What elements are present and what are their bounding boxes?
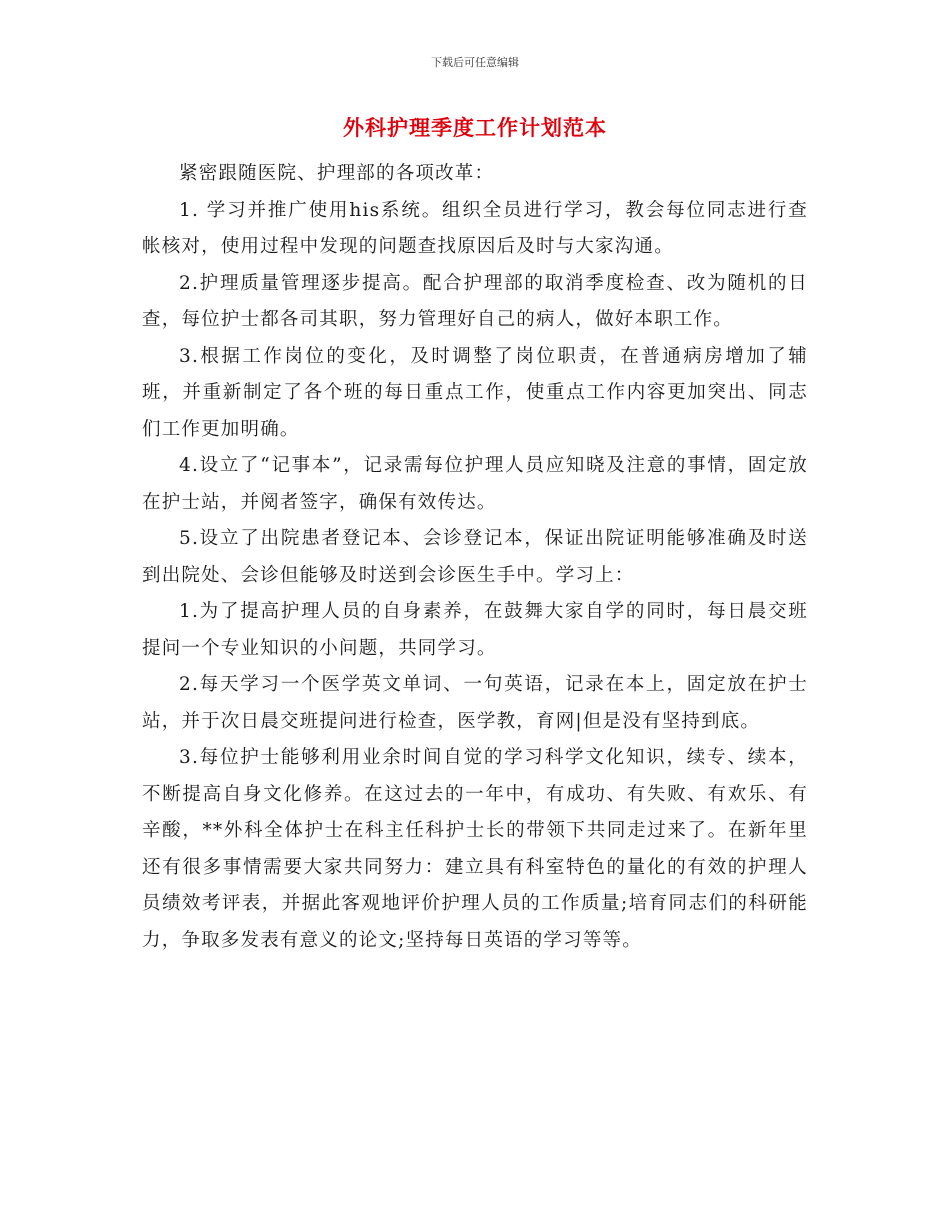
paragraph-study-3: 3.每位护士能够利用业余时间自觉的学习科学文化知识，续专、续本，不断提高自身文化修养。在这过去的一年中，有成功、有失败、有欢乐、有辛酸，**外科全体护士在科主任科护士长的带领下共同走过来了。在新年里还有很多事情需要大家共同努力：建立具有科室特色的量化的有效的护理人员绩效考评表，并据此客观地评价护理人员的工作质量;培育同志们的科研能力，争取多发表有意义的论文;坚持每日英语的学习等等。 bbox=[142, 747, 808, 951]
header-note: 下载后可任意编辑 bbox=[431, 56, 519, 69]
paragraph-item-5: 5.设立了出院患者登记本、会诊登记本，保证出院证明能够准确及时送到出院处、会诊但能够及时送到会诊医生手中。学习上： bbox=[142, 528, 808, 586]
paragraph-item-1: 1. 学习并推广使用his系统。组织全员进行学习，教会每位同志进行查帐核对，使用过程中发现的问题查找原因后及时与大家沟通。 bbox=[142, 199, 808, 257]
document-title: 外科护理季度工作计划范本 bbox=[343, 116, 607, 140]
paragraph-intro: 紧密跟随医院、护理部的各项改革： bbox=[179, 163, 495, 184]
document-body bbox=[142, 156, 808, 959]
paragraph-study-2: 2.每天学习一个医学英文单词、一句英语，记录在本上，固定放在护士站，并于次日晨交班提问进行检查，医学教，育网|但是没有坚持到底。 bbox=[142, 674, 808, 732]
paragraph-item-2: 2.护理质量管理逐步提高。配合护理部的取消季度检查、改为随机的日查，每位护士都各司其职，努力管理好自己的病人，做好本职工作。 bbox=[142, 272, 808, 330]
paragraph-item-3: 3.根据工作岗位的变化，及时调整了岗位职责，在普通病房增加了辅班，并重新制定了各个班的每日重点工作，使重点工作内容更加突出、同志们工作更加明确。 bbox=[142, 345, 808, 440]
paragraph-study-1: 1.为了提高护理人员的自身素养，在鼓舞大家自学的同时，每日晨交班提问一个专业知识的小问题，共同学习。 bbox=[142, 601, 808, 659]
paragraph-item-4: 4.设立了“记事本”，记录需每位护理人员应知晓及注意的事情，固定放在护士站，并阅者签字，确保有效传达。 bbox=[142, 455, 808, 513]
